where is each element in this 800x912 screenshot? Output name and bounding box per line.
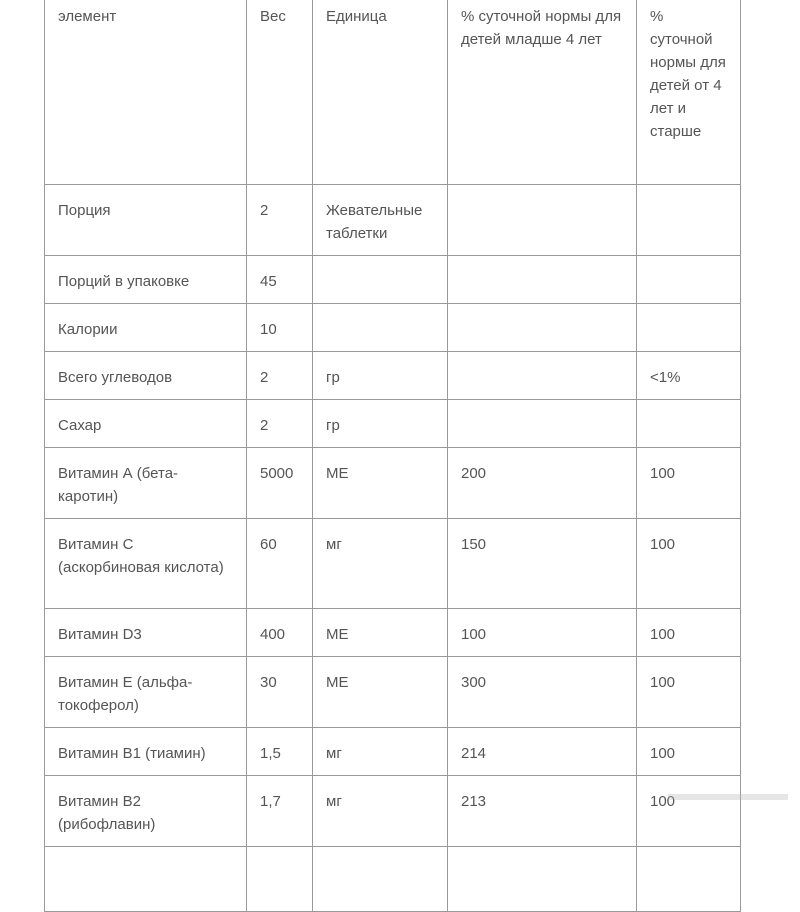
table-row: [45, 609, 741, 657]
cell-unit: МЕ: [313, 609, 448, 657]
cell-daily-4-plus: <1%: [637, 352, 741, 400]
cell-daily-4-plus: [637, 256, 741, 304]
cell-daily-under-4: [448, 352, 637, 400]
header-cell-daily-4-plus: % суточной нормы для детей от 4 лет и старше: [637, 0, 741, 185]
cell-daily-4-plus: 100: [637, 776, 741, 847]
table-row: [45, 776, 741, 847]
table-row: [45, 448, 741, 519]
cell-weight: [247, 847, 313, 912]
nutrition-table: [44, 0, 741, 912]
table-row: [45, 519, 741, 609]
cell-element: Витамин А (бета-каротин): [45, 448, 247, 519]
cell-weight: 45: [247, 256, 313, 304]
cell-daily-4-plus: [637, 304, 741, 352]
cell-element: Калории: [45, 304, 247, 352]
cell-element: Витамин Е (альфа-токоферол): [45, 657, 247, 728]
cell-unit: мг: [313, 728, 448, 776]
cell-daily-4-plus: 100: [637, 728, 741, 776]
cell-daily-4-plus: 100: [637, 657, 741, 728]
cell-element: Всего углеводов: [45, 352, 247, 400]
header-cell-element: элемент: [45, 0, 247, 185]
cell-unit: [313, 256, 448, 304]
cell-daily-under-4: 300: [448, 657, 637, 728]
cell-unit: [313, 847, 448, 912]
cell-unit: [313, 304, 448, 352]
header-cell-unit: Единица: [313, 0, 448, 185]
cell-weight: 1,7: [247, 776, 313, 847]
cell-element: Витамин С (аскорбиновая кислота): [45, 519, 247, 609]
table-row: [45, 304, 741, 352]
cell-daily-under-4: [448, 400, 637, 448]
cell-daily-4-plus: [637, 185, 741, 256]
cell-element: [45, 847, 247, 912]
table-row: [45, 352, 741, 400]
header-cell-weight: Вес: [247, 0, 313, 185]
cell-daily-4-plus: 100: [637, 609, 741, 657]
cell-weight: 2: [247, 352, 313, 400]
cell-daily-under-4: [448, 304, 637, 352]
cell-daily-4-plus: [637, 400, 741, 448]
cell-element: Витамин D3: [45, 609, 247, 657]
table-row: [45, 847, 741, 912]
cell-element: Сахар: [45, 400, 247, 448]
table-header-row: [45, 0, 741, 185]
cell-element: Порций в упаковке: [45, 256, 247, 304]
cell-daily-under-4: 150: [448, 519, 637, 609]
table-row: [45, 728, 741, 776]
cell-daily-under-4: 100: [448, 609, 637, 657]
cell-weight: 1,5: [247, 728, 313, 776]
cell-daily-4-plus: 100: [637, 448, 741, 519]
watermark-strip: [668, 794, 788, 800]
cell-daily-under-4: 214: [448, 728, 637, 776]
header-cell-daily-under-4: % суточной нормы для детей младше 4 лет: [448, 0, 637, 185]
table-row: [45, 185, 741, 256]
cell-element: Витамин В1 (тиамин): [45, 728, 247, 776]
cell-daily-under-4: [448, 847, 637, 912]
cell-unit: гр: [313, 400, 448, 448]
cell-weight: 400: [247, 609, 313, 657]
cell-unit: МЕ: [313, 657, 448, 728]
cell-unit: МЕ: [313, 448, 448, 519]
cell-daily-under-4: [448, 185, 637, 256]
table-row: [45, 400, 741, 448]
cell-daily-under-4: [448, 256, 637, 304]
cell-weight: 5000: [247, 448, 313, 519]
cell-weight: 2: [247, 400, 313, 448]
cell-weight: 30: [247, 657, 313, 728]
cell-unit: гр: [313, 352, 448, 400]
cell-daily-4-plus: 100: [637, 519, 741, 609]
table-row: [45, 657, 741, 728]
cell-unit: Жевательные таблетки: [313, 185, 448, 256]
cell-weight: 2: [247, 185, 313, 256]
table-row: [45, 256, 741, 304]
cell-daily-under-4: 213: [448, 776, 637, 847]
cell-daily-under-4: 200: [448, 448, 637, 519]
cell-element: Порция: [45, 185, 247, 256]
cell-unit: мг: [313, 519, 448, 609]
cell-element: Витамин В2 (рибофлавин): [45, 776, 247, 847]
cell-weight: 60: [247, 519, 313, 609]
cell-daily-4-plus: [637, 847, 741, 912]
cell-unit: мг: [313, 776, 448, 847]
cell-weight: 10: [247, 304, 313, 352]
